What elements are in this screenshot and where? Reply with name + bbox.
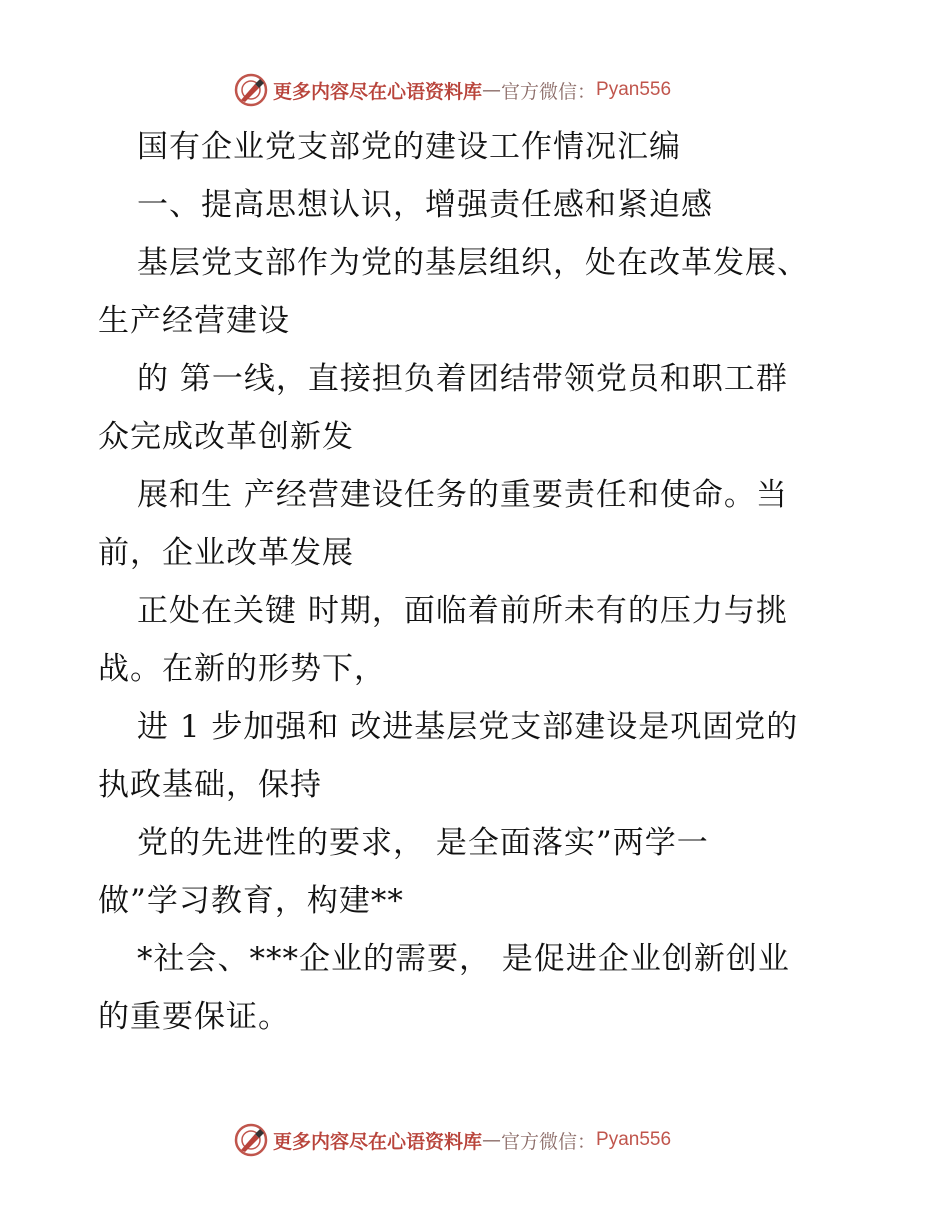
pen-nib-logo-icon [233,72,269,108]
paragraph-line: 基层党支部作为党的基层组织，处在改革发展、 [137,245,809,281]
watermark-banner-bottom [233,1120,753,1160]
paragraph-line: 做”学习教育，构建** [98,883,404,919]
watermark-banner-top [233,70,753,110]
paragraph-line: 执政基础，保持 [98,767,322,803]
paragraph-line: *社会、***企业的需要， 是促进企业创新创业 [137,941,790,977]
paragraph-line: 展和生 产经营建设任务的重要责任和使命。当 [137,477,788,513]
document-title: 国有企业党支部党的建设工作情况汇编 [137,129,681,165]
watermark-label: 官方微信： [501,80,597,103]
paragraph-line: 党的先进性的要求， 是全面落实”两学一 [137,825,709,861]
paragraph-line: 生产经营建设 [98,303,290,339]
section-heading: 一、提高思想认识，增强责任感和紧迫感 [137,187,713,223]
paragraph-line: 进 1 步加强和 改进基层党支部建设是巩固党的 [137,709,799,745]
watermark-label: 官方微信： [501,1130,597,1153]
paragraph-line: 的重要保证。 [98,999,290,1035]
watermark-wechat-id: Pyan556 [596,1129,672,1150]
watermark-prefix: 更多内容尽在心语资料库 [273,1130,483,1153]
watermark-wechat-id: Pyan556 [596,79,672,100]
paragraph-line: 战。在新的形势下， [98,651,386,687]
paragraph-line: 众完成改革创新发 [98,419,354,455]
watermark-prefix: 更多内容尽在心语资料库 [273,80,483,103]
paragraph-line: 的 第一线，直接担负着团结带领党员和职工群 [137,361,788,397]
watermark-separator: — [482,79,502,101]
paragraph-line: 前，企业改革发展 [98,535,354,571]
watermark-separator: — [482,1129,502,1151]
pen-nib-logo-icon [233,1122,269,1158]
paragraph-line: 正处在关键 时期，面临着前所未有的压力与挑 [137,593,788,629]
